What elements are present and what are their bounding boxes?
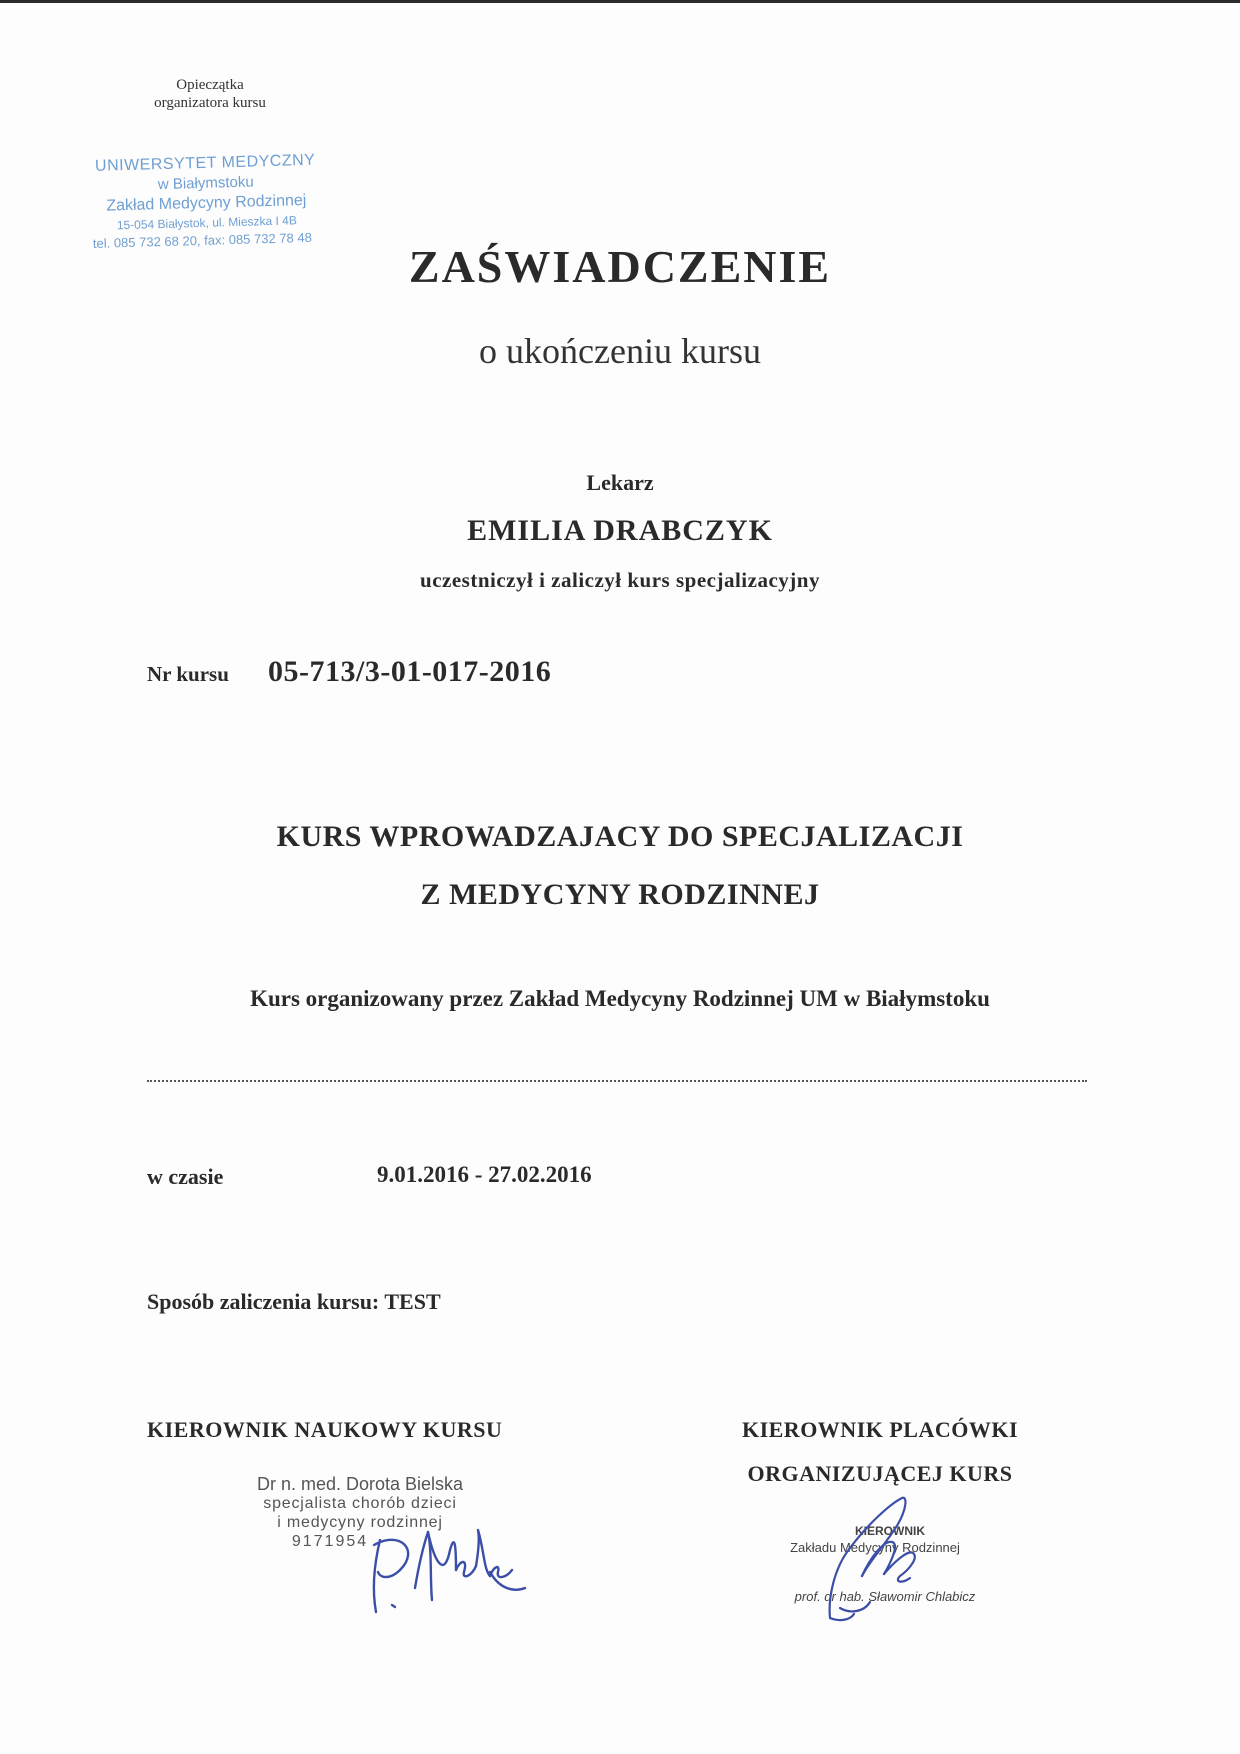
facility-director-name: prof. dr hab. Sławomir Chlabicz	[794, 1589, 976, 1604]
course-number: 05-713/3-01-017-2016	[268, 655, 552, 688]
course-title-line1: KURS WPROWADZAJACY DO SPECJALIZACJI	[276, 820, 964, 853]
organizer-caption-line1: Opieczątka	[176, 77, 244, 93]
organizer-caption-line2: organizatora kursu	[154, 95, 266, 111]
period-value: 9.01.2016 - 27.02.2016	[377, 1162, 592, 1187]
course-organizer: Kurs organizowany przez Zakład Medycyny Rodzinnej UM w Białymstoku	[250, 986, 990, 1011]
facility-director-heading-line1: KIEROWNIK PLACÓWKI	[741, 1417, 1019, 1442]
facility-director-heading-line2: ORGANIZUJĄCEJ KURS	[747, 1461, 1013, 1486]
certificate-title: ZAŚWIADCZENIE	[408, 241, 832, 292]
facility-department: Zakładu Medycyny Rodzinnej	[790, 1540, 960, 1555]
director-specialty2: i medycyny rodzinnej	[277, 1514, 443, 1531]
course-title-line2: Z MEDYCYNY RODZINNEJ	[420, 878, 820, 911]
university-stamp	[55, 150, 358, 254]
dotted-line	[147, 1078, 1087, 1082]
stamp-university: UNIWERSYTET MEDYCZNY	[94, 151, 316, 175]
completion-method: Sposób zaliczenia kursu: TEST	[147, 1289, 441, 1314]
director-specialty1: specjalista chorób dzieci	[263, 1495, 457, 1512]
course-number-label: Nr kursu	[147, 662, 229, 686]
stamp-address: 15-054 Białystok, ul. Mieszka I 4B	[116, 213, 298, 233]
certificate-subtitle: o ukończeniu kursu	[479, 331, 761, 371]
stamp-phone: tel. 085 732 68 20, fax: 085 732 78 48	[92, 229, 313, 251]
top-border-line	[0, 0, 1240, 3]
stamp-city: w Białymstoku	[157, 173, 254, 194]
completion-statement: uczestniczył i zaliczył kurs specjalizacyjny	[420, 568, 820, 592]
organizer-stamp-caption	[115, 76, 305, 112]
facility-director-title: KIEROWNIK	[855, 1524, 925, 1538]
recipient-name: EMILIA DRABCZYK	[467, 514, 773, 547]
scientific-director-heading: KIEROWNIK NAUKOWY KURSU	[147, 1417, 503, 1442]
director-license-number: 9171954	[291, 1533, 369, 1550]
recipient-role: Lekarz	[586, 470, 654, 495]
left-signature	[360, 1510, 530, 1620]
right-signature	[810, 1488, 940, 1628]
period-label: w czasie	[147, 1164, 224, 1189]
director-name: Dr n. med. Dorota Bielska	[256, 1474, 464, 1494]
stamp-department: Zakład Medycyny Rodzinnej	[106, 192, 307, 215]
